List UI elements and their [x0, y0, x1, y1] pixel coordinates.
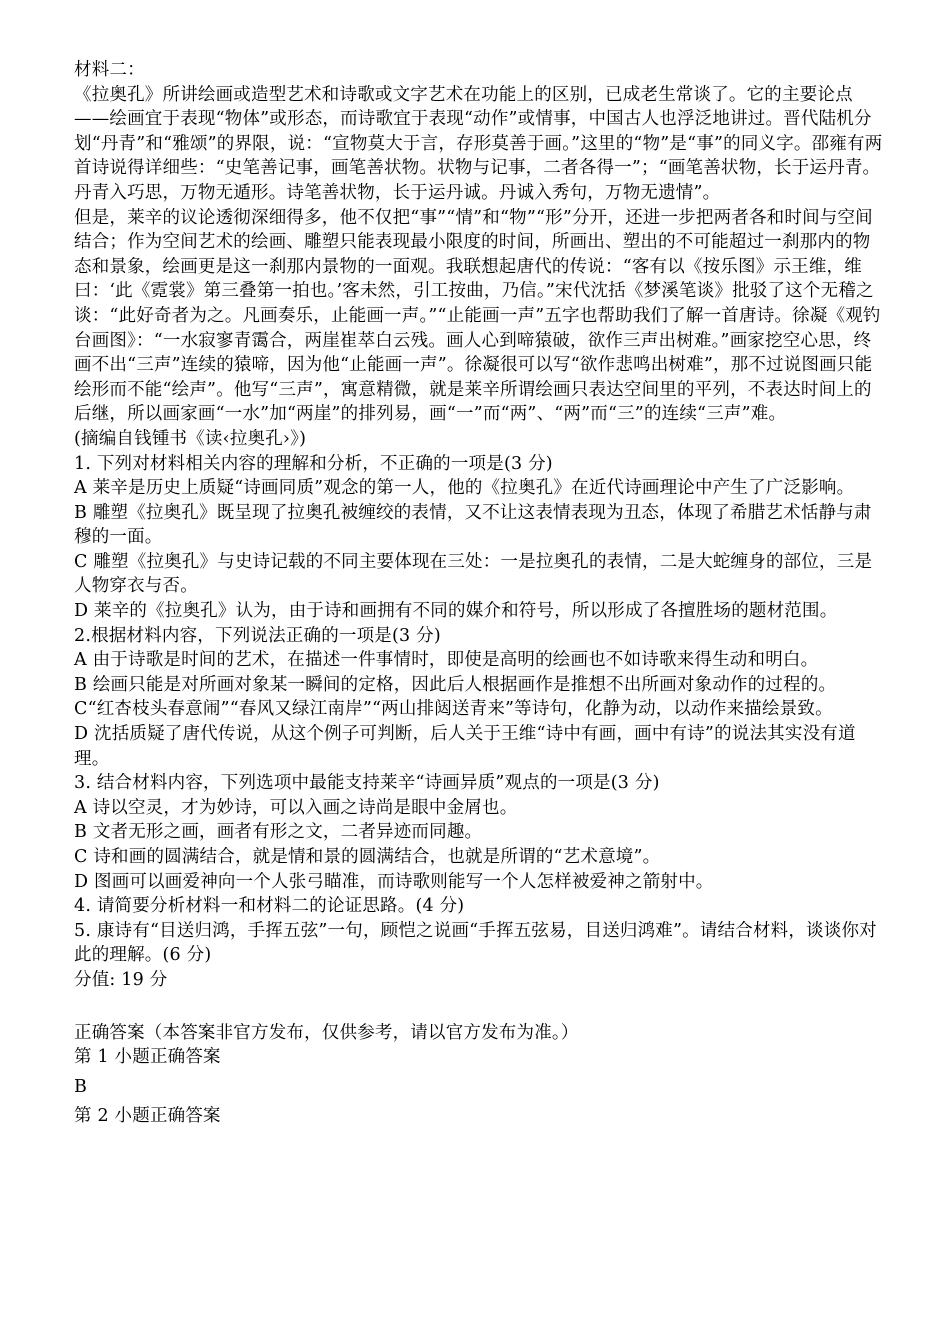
option-c: C 诗和画的圆满结合，就是情和景的圆满结合，也就是所谓的“艺术意境”。: [74, 847, 661, 867]
question-3: [74, 771, 886, 894]
option-a: A 由于诗歌是时间的艺术，在描述一件事情时，即使是高明的绘画也不如诗歌来得生动和明白。: [74, 650, 819, 671]
option-d: D 图画可以画爱神向一个人张弓瞄准，而诗歌则能写一个人怎样被爱神之箭射中。: [74, 871, 714, 892]
score-label: 分值: 19 分: [74, 969, 168, 990]
option-b: B 雕塑《拉奥孔》既呈现了拉奥孔被缠绞的表情，又不让这表情表现为丑态，体现了希腊艺术恬静与肃穆的一面。: [74, 502, 872, 548]
option-c: C 雕塑《拉奥孔》与史诗记载的不同主要体现在三处：一是拉奥孔的表情，二是大蛇缠身的部位，三是人物穿衣与否。: [74, 551, 873, 597]
question-stem: 2.根据材料内容，下列说法正确的一项是(3 分): [74, 625, 441, 646]
option-d: D 沈括质疑了唐代传说，从这个例子可判断，后人关于王维“诗中有画，画中有诗”的说法其实没有道理。: [74, 724, 856, 769]
option-b: B 绘画只能是对所画对象某一瞬间的定格，因此后人根据画作是推想不出所画对象动作的过程的。: [74, 674, 837, 695]
answer-2-label: 第 2 小题正确答案: [74, 1106, 221, 1127]
source-citation: (摘编自钱锺书《读‹拉奥孔›》): [74, 428, 307, 449]
question-1: [74, 452, 886, 624]
question-stem: 1. 下列对材料相关内容的理解和分析，不正确的一项是(3 分): [74, 453, 553, 474]
answer-1-value: B: [74, 1076, 88, 1097]
question-5: 5. 康诗有“目送归鸿，手挥五弦”一句，顾恺之说画“手挥五弦易，目送归鸿难”。请结合材料，谈谈你对此的理解。(6 分): [74, 920, 877, 966]
paragraph-2: 但是，莱辛的议论透彻深细得多，他不仅把“事”“情”和“物”“形”分开，还进一步把两者各和时间与空间结合；作为空间艺术的绘画、雕塑只能表现最小限度的时间，所画出、塑出的不可能超过一刹那内的物态和景象，绘画更是这一刹那内景物的一面观。我联想起唐代的传说：“客有以《按乐图》示王维，维曰：‘此《霓裳》第三叠第一拍也。’客未然，引工按曲，乃信。”宋代沈括《梦溪笔谈》批驳了这个无稽之谈：“此好奇者为之。凡画奏乐，止能画一声。”“止能画一声”五字也帮助我们了解一首唐诗。徐凝《观钓台画图》：“一水寂寥青霭合，两崖崔萃白云残。画人心到啼猿破，欲作三声出树难。”画家挖空心思，终画不出“三声”连续的猿啼，因为他“止能画一声”。徐凝很可以写“欲作悲鸣出树难”，那不过说图画只能绘形而不能“绘声”。他写“三声”，寓意精微，就是莱辛所谓绘画只表达空间里的平列，不表达时间上的后继，所以画家画“一水”加“两崖”的排列易，画“一”而“两”、“两”而“三”的连续“三声”难。: [74, 207, 881, 425]
option-c: C“红杏枝头春意闹”“春风又绿江南岸”“两山排闼送青来”等诗句，化静为动，以动作来描绘景致。: [74, 699, 833, 720]
option-a: A 莱辛是历史上质疑“诗画同质”观念的第一人，他的《拉奥孔》在近代诗画理论中产生了广泛影响。: [74, 478, 855, 499]
question-stem: 3. 结合材料内容，下列选项中最能支持莱辛“诗画异质”观点的一项是(3 分): [74, 773, 660, 794]
answer-section: [74, 1021, 886, 1129]
material-title: 材料二：: [74, 60, 145, 80]
option-b: B 文者无形之画，画者有形之文，二者异迹而同趣。: [74, 822, 483, 843]
paragraph-1: 《拉奥孔》所讲绘画或造型艺术和诗歌或文字艺术在功能上的区别，已成老生常谈了。它的主要论点——绘画宜于表现“物体”或形态，而诗歌宜于表现“动作”或情事，中国古人也浮泛地讲过。晋代陆机分划“丹青”和“雅颂”的界限，说：“宣物莫大于言，存形莫善于画。”这里的“物”是“事”的同义字。邵雍有两首诗说得详细些：“史笔善记事，画笔善状物。状物与记事，二者各得一”；“画笔善状物，长于运丹青。丹青入巧思，万物无遁形。诗笔善状物，长于运丹诚。丹诚入秀句，万物无遗情”。: [74, 84, 883, 203]
question-4: 4. 请简要分析材料一和材料二的论证思路。(4 分): [74, 896, 465, 917]
answer-1-label: 第 1 小题正确答案: [74, 1047, 221, 1068]
question-2: [74, 624, 886, 772]
option-d: D 莱辛的《拉奥孔》认为，由于诗和画拥有不同的媒介和符号，所以形成了各擅胜场的题材范围。: [74, 601, 838, 622]
answer-intro: 正确答案（本答案非官方发布，仅供参考，请以官方发布为准。）: [74, 1022, 579, 1043]
option-a: A 诗以空灵，才为妙诗，可以入画之诗尚是眼中金屑也。: [74, 797, 518, 818]
document-page: [74, 58, 886, 1129]
spacer: [74, 993, 886, 1021]
